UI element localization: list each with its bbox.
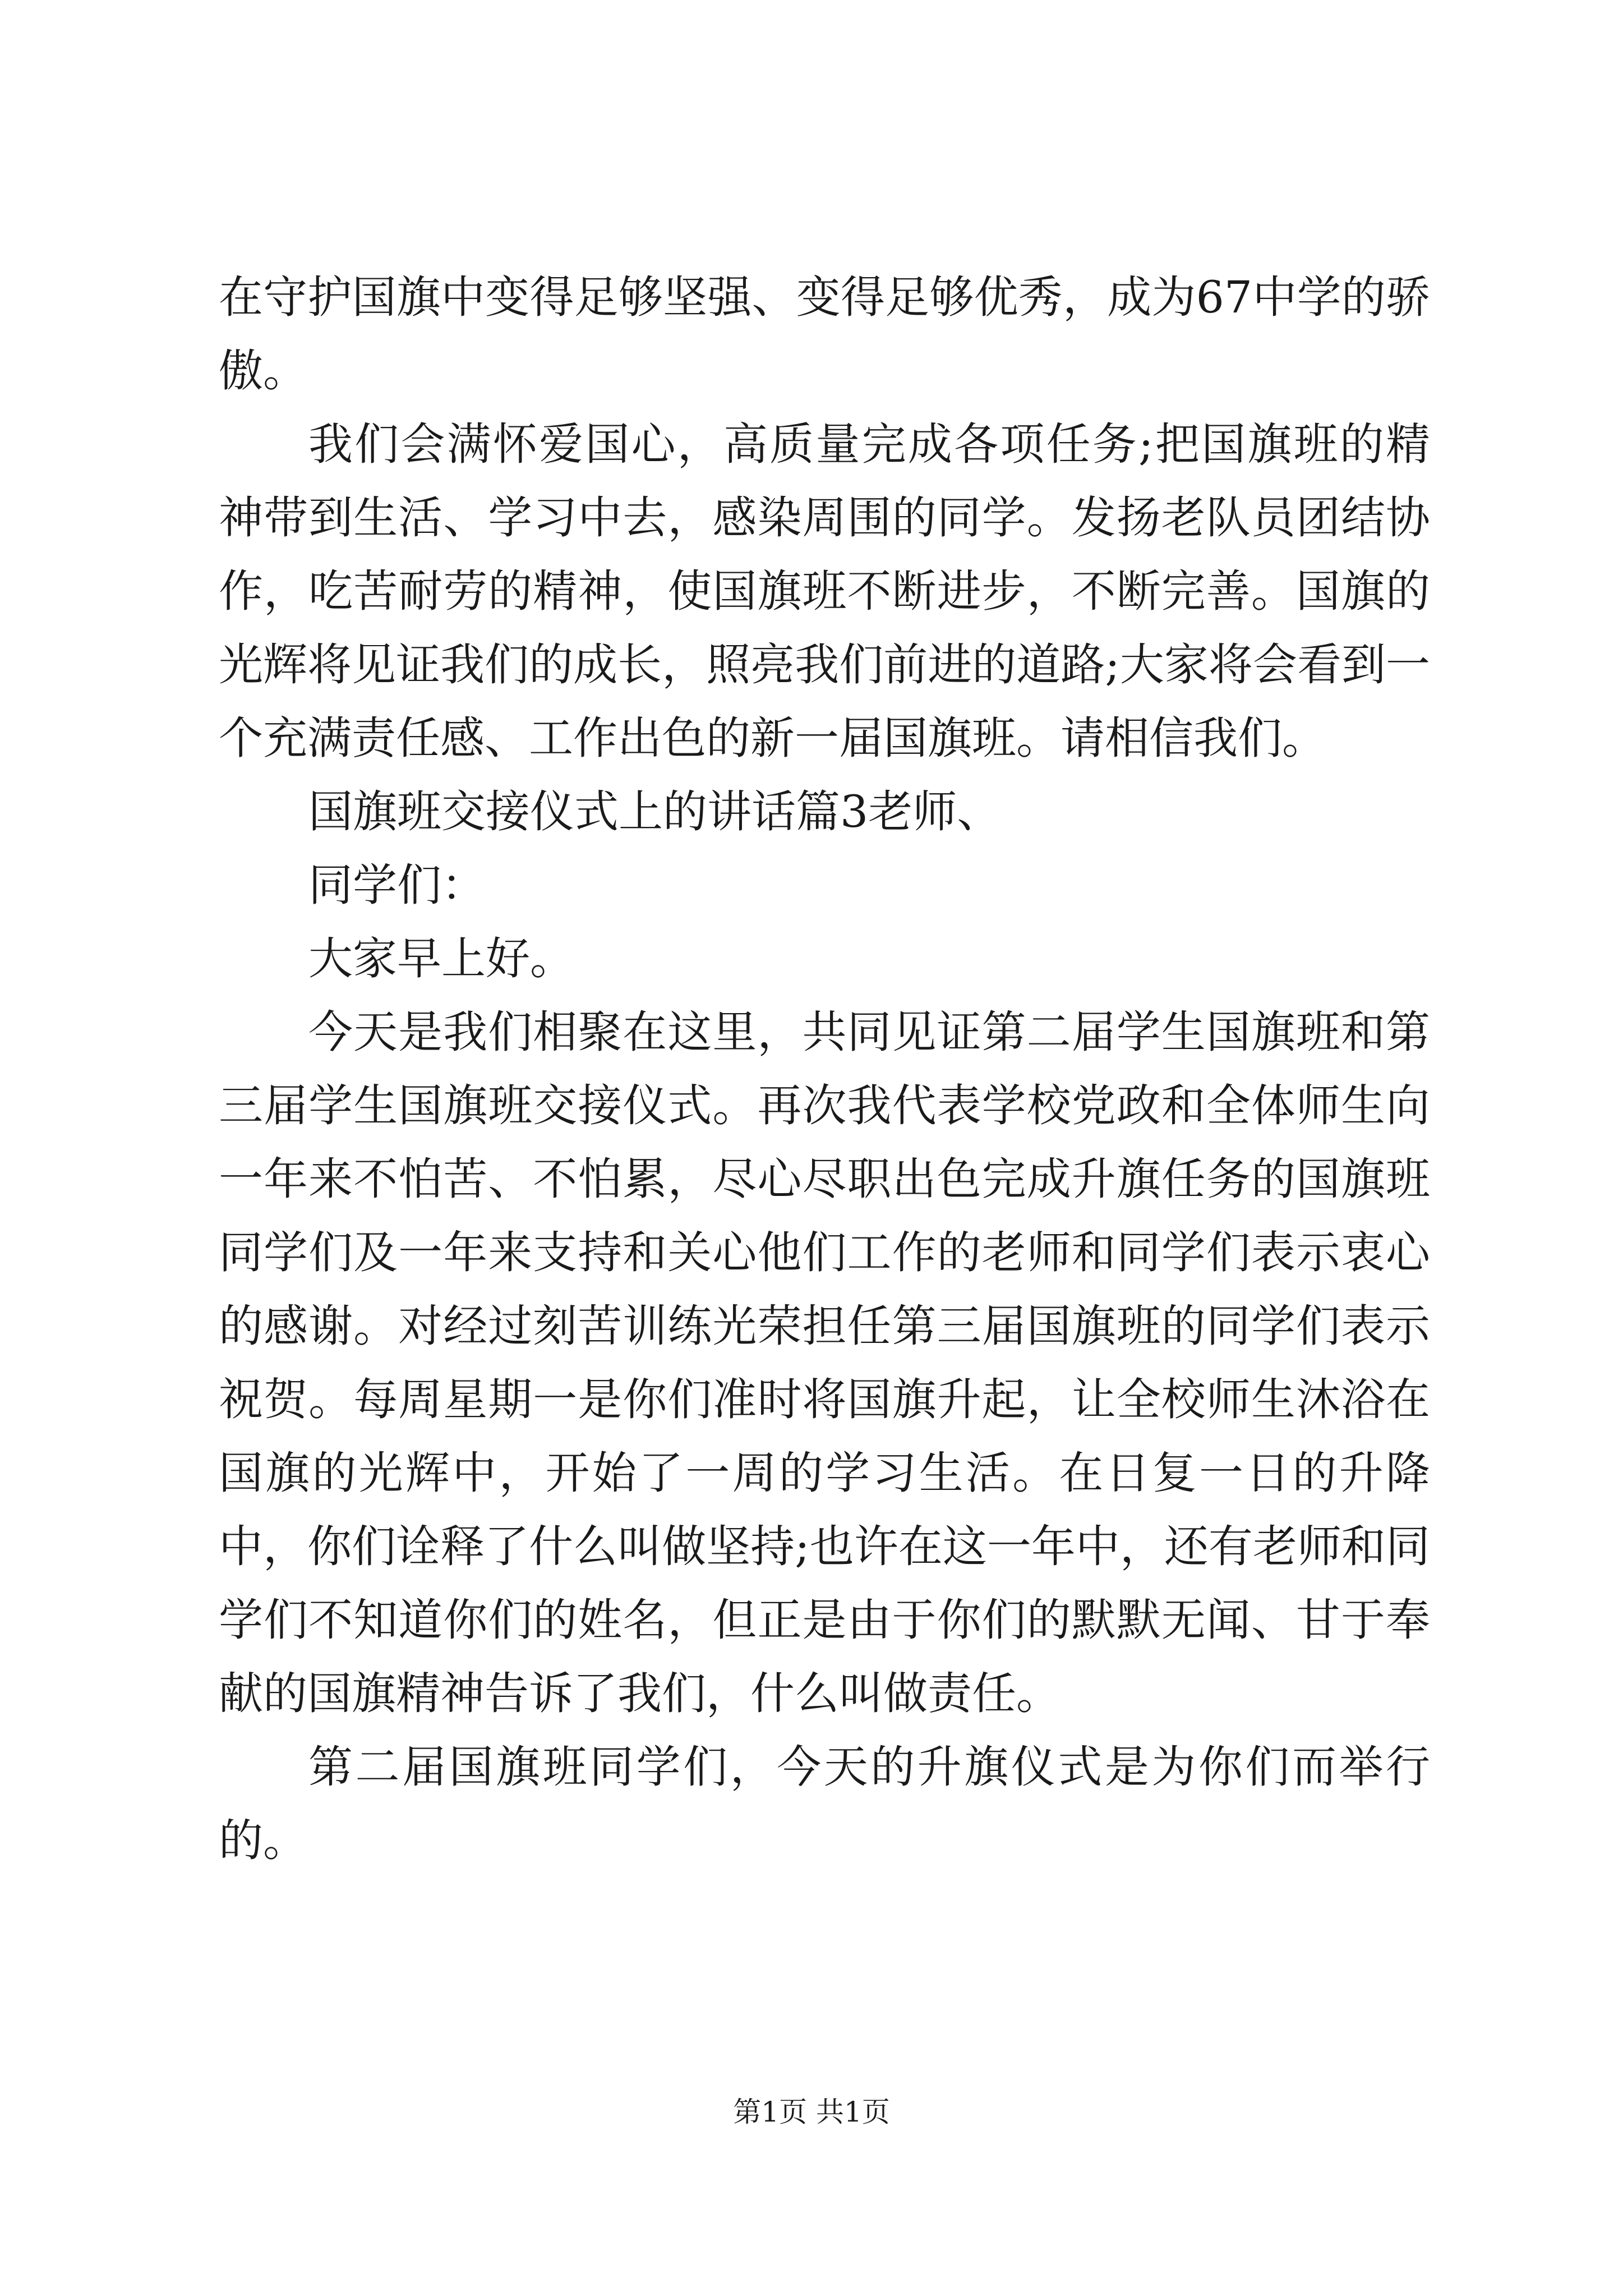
paragraph-4: 同学们： [308, 859, 486, 911]
paragraph-1: 在守护国旗中变得足够坚强、变得足够优秀，成为67中学的骄傲。 [219, 272, 1430, 397]
paragraph-5: 大家早上好。 [308, 933, 574, 984]
paragraph-2: 我们会满怀爱国心，高质量完成各项任务;把国旗班的精神带到生活、学习中去，感染周围的同学。发扬老队员团结协作，吃苦耐劳的精神，使国旗班不断进步，不断完善。国旗的光辉将见证我们的成长，照亮我们前进的道路;大家将会看到一个充满责任感、工作出色的新一届国旗班。请相信我们。 [219, 418, 1430, 764]
paragraph-7: 第二届国旗班同学们，今天的升旗仪式是为你们而举行的。 [219, 1741, 1430, 1866]
document-body [219, 261, 1430, 1878]
page-footer: 第1页 共1页 [733, 2096, 890, 2128]
paragraph-6: 今天是我们相聚在这里，共同见证第二届学生国旗班和第三届学生国旗班交接仪式。再次我代表学校党政和全体师生向一年来不怕苦、不怕累，尽心尽职出色完成升旗任务的国旗班同学们及一年来支持和关心他们工作的老师和同学们表示衷心的感谢。对经过刻苦训练光荣担任第三届国旗班的同学们表示祝贺。每周星期一是你们准时将国旗升起，让全校师生沐浴在国旗的光辉中，开始了一周的学习生活。在日复一日的升降中，你们诠释了什么叫做坚持;也许在这一年中，还有老师和同学们不知道你们的姓名，但正是由于你们的默默无闻、甘于奉献的国旗精神告诉了我们，什么叫做责任。 [219, 1006, 1430, 1719]
paragraph-3: 国旗班交接仪式上的讲话篇3老师、 [308, 786, 1002, 838]
